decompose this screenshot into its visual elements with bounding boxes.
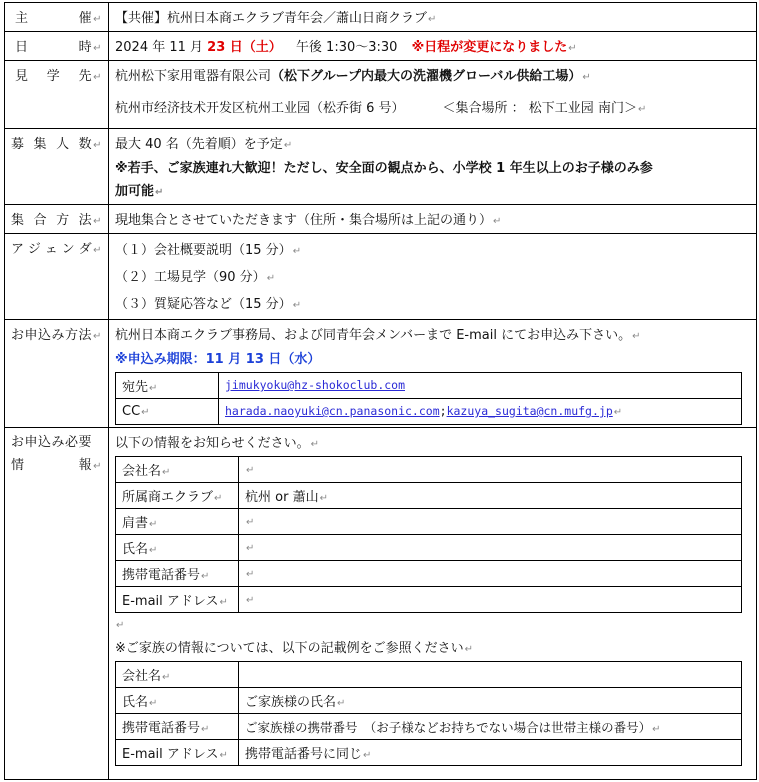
email-cc-link-1[interactable]: harada.naoyuki@cn.panasonic.com (225, 404, 440, 418)
family-form-label-cell: 会社名↵ (116, 662, 239, 688)
form-value-cell: ↵ (239, 561, 742, 587)
form-value-cell: ↵ (239, 587, 742, 613)
form-value-cell: ↵ (239, 509, 742, 535)
return-mark: ↵ (582, 72, 591, 83)
form-row (116, 561, 742, 587)
family-form-row (116, 714, 742, 740)
recruit-label-cell (5, 129, 109, 205)
date-label: 日 時↵ (15, 40, 102, 55)
agenda-label: ア ジ ェ ン ダ↵ (11, 242, 102, 257)
agenda-row (5, 234, 757, 320)
apply-method-content-cell (109, 320, 757, 428)
gathering-label: 集 合 方 法↵ (11, 213, 102, 228)
form-row (116, 587, 742, 613)
form-label-title: 肩書 (122, 516, 149, 531)
organizer-text: 【共催】杭州日本商エクラブ青年会／蕭山日商クラブ (115, 11, 428, 26)
visit-address: 杭州市经济技术开发区杭州工业园（松乔街 6 号） (115, 101, 405, 116)
time-text: 午後 1:30～3:30 (295, 40, 398, 55)
return-mark: ↵ (493, 216, 502, 227)
form-value-cell: ↵ (239, 457, 742, 483)
agenda-content-cell (109, 234, 757, 320)
agenda-item-1: （１）会社概要説明（15 分） (115, 243, 292, 258)
recruit-row (5, 129, 757, 205)
event-info-table (4, 2, 757, 780)
form-label-cell: 肩書↵ (116, 509, 239, 535)
family-form-label-cell: E-mail アドレス↵ (116, 740, 239, 766)
meeting-point: ＜集合場所 ： 松下工业园 南门＞ (442, 101, 637, 116)
email-to-label-cell: 宛先↵ (116, 373, 219, 399)
return-mark: ↵ (428, 14, 437, 25)
form-row (116, 457, 742, 483)
return-mark: ↵ (464, 644, 474, 655)
family-form-label-cell: 携帯電話番号↵ (116, 714, 239, 740)
email-to-label: 宛先 (122, 380, 149, 395)
email-to-link[interactable]: jimukyoku@hz-shokoclub.com (225, 378, 406, 392)
form-label-company: 会社名 (122, 464, 162, 479)
family-form-value-email: 携帯電話番号に同じ (245, 747, 363, 762)
family-form-value-cell (239, 662, 742, 688)
return-mark: ↵ (266, 273, 276, 284)
family-form-row (116, 740, 742, 766)
form-label-name: 氏名 (122, 542, 149, 557)
date-prefix: 2024 年 11 月 (115, 40, 208, 55)
required-info-label-line1: お申込み必要 (11, 435, 93, 450)
family-form-row (116, 688, 742, 714)
date-row (5, 32, 757, 61)
apply-deadline: ※申込み期限：11 月 13 日（水） (115, 352, 321, 367)
required-info-intro: 以下の情報をお知らせください。 (115, 436, 310, 451)
form-label-email: E-mail アドレス (122, 594, 219, 609)
family-form-row (116, 662, 742, 688)
return-mark: ↵ (155, 187, 164, 198)
family-form-value-cell: ご家族様の氏名↵ (239, 688, 742, 714)
family-form-label-name: 氏名 (122, 695, 149, 710)
recruit-notice-line1: ※若手、ご家族連れ大歓迎！ただし、安全面の観点から、小学校 1 年生以上のお子様のみ参 (115, 161, 653, 176)
date-highlight: 23 日（土） (207, 40, 282, 55)
visit-content-cell (109, 61, 757, 129)
apply-method-label-text: お申込み方法 (11, 328, 93, 343)
organizer-label-cell (5, 3, 109, 32)
recruit-notice-line2: 加可能 (115, 184, 155, 199)
form-row (116, 483, 742, 509)
return-mark: ↵ (310, 439, 320, 450)
form-label-cell: E-mail アドレス↵ (116, 587, 239, 613)
family-form-value-cell: ご家族様の携帯番号 （お子様などお持ちでない場合は世帯主様の番号）↵ (239, 714, 742, 740)
email-cc-link-2[interactable]: kazuya_sugita@cn.mufg.jp (446, 404, 613, 418)
return-mark: ↵ (568, 43, 577, 54)
family-form-label-cell: 氏名↵ (116, 688, 239, 714)
agenda-item-3: （３）質疑応答など（15 分） (115, 297, 292, 312)
return-mark: ↵ (292, 300, 302, 311)
required-info-label-char-a: 情 (11, 458, 25, 473)
required-info-label-line2: 情 報↵ (11, 454, 102, 479)
form-value-club: 杭州 or 蕭山 (245, 490, 319, 505)
recruit-content-cell (109, 129, 757, 205)
recruit-capacity: 最大 40 名（先着順）を予定 (115, 137, 283, 152)
email-to-value-cell (219, 373, 742, 399)
visit-company-note: （松下グループ内最大の洗濯機グローバル供給工場） (271, 69, 582, 84)
gathering-label-cell (5, 205, 109, 234)
family-form-value-name: ご家族様の氏名 (245, 695, 337, 710)
form-row (116, 535, 742, 561)
email-cc-row (116, 399, 742, 425)
form-label-mobile: 携帯電話番号 (122, 568, 201, 583)
gathering-row (5, 205, 757, 234)
family-form-label-mobile: 携帯電話番号 (122, 721, 201, 736)
family-form-table (115, 661, 742, 766)
email-cc-label-cell: CC↵ (116, 399, 219, 425)
family-form-value-mobile: ご家族様の携帯番号 （お子様などお持ちでない場合は世帯主様の番号） (245, 719, 652, 735)
family-form-value-cell: 携帯電話番号に同じ↵ (239, 740, 742, 766)
date-label-cell (5, 32, 109, 61)
schedule-change-notice: ※日程が変更になりました (411, 40, 568, 55)
form-label-club: 所属商エクラブ (122, 490, 214, 505)
form-label-cell: 氏名↵ (116, 535, 239, 561)
email-to-row (116, 373, 742, 399)
required-info-label-char-b: 報 (78, 458, 93, 473)
required-info-content-cell (109, 428, 757, 780)
required-info-label-cell (5, 428, 109, 780)
visit-row (5, 61, 757, 129)
gathering-text: 現地集合とさせていただきます（住所・集合場所は上記の通り） (115, 213, 493, 228)
family-note: ※ご家族の情報については、以下の記載例をご参照ください (115, 641, 464, 656)
info-form-table (115, 456, 742, 613)
form-label-cell: 所属商エクラブ↵ (116, 483, 239, 509)
form-value-cell: 杭州 or 蕭山↵ (239, 483, 742, 509)
form-row (116, 509, 742, 535)
agenda-item-2: （２）工場見学（90 分） (115, 270, 266, 285)
form-label-cell: 会社名↵ (116, 457, 239, 483)
email-cc-separator: ; (439, 404, 447, 418)
return-mark: ↵ (292, 246, 302, 257)
return-mark: ↵ (116, 620, 125, 631)
form-value-cell: ↵ (239, 535, 742, 561)
visit-label: 見 学 先↵ (15, 69, 102, 84)
apply-method-text: 杭州日本商エクラブ事務局、および同青年会メンバーまで E-mail にてお申込み下さい。 (115, 328, 632, 343)
return-mark: ↵ (632, 331, 641, 342)
email-table (115, 372, 742, 425)
date-content-cell (109, 32, 757, 61)
email-cc-label: CC (122, 404, 141, 419)
required-info-row (5, 428, 757, 780)
family-form-label-email: E-mail アドレス (122, 747, 219, 762)
gathering-content-cell (109, 205, 757, 234)
apply-method-label: お申込み方法↵ (11, 328, 102, 343)
agenda-label-cell (5, 234, 109, 320)
return-mark: ↵ (283, 140, 293, 151)
organizer-content-cell (109, 3, 757, 32)
visit-company: 杭州松下家用電器有限公司 (115, 69, 272, 84)
form-label-cell: 携帯電話番号↵ (116, 561, 239, 587)
visit-label-cell (5, 61, 109, 129)
apply-method-label-cell (5, 320, 109, 428)
organizer-label: 主 催↵ (15, 11, 102, 26)
return-mark: ↵ (637, 104, 647, 115)
email-cc-value-cell: harada.naoyuki@cn.panasonic.com;kazuya_sugita@cn.mufg.jp↵ (219, 399, 742, 425)
organizer-row (5, 3, 757, 32)
apply-method-row (5, 320, 757, 428)
family-form-label-company: 会社名 (122, 669, 162, 684)
recruit-label: 募 集 人 数↵ (11, 137, 102, 152)
